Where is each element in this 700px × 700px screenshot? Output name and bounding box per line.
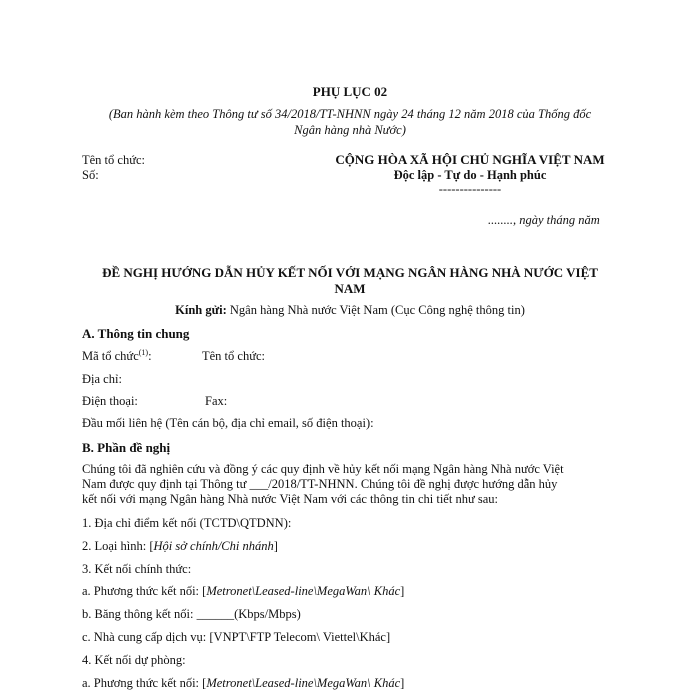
org-name-label: Tên tổ chức: (82, 153, 146, 167)
item-connection-point: 1. Địa chỉ điểm kết nối (TCTD\QTDNN): (82, 516, 292, 530)
item-backup-method (82, 676, 404, 691)
appendix-title: PHỤ LỤC 02 (312, 84, 388, 99)
org-code-colon: : (148, 349, 152, 363)
org-code-label: Mã tổ chức (82, 349, 139, 363)
item-backup-connection: 4. Kết nối dự phòng: (82, 653, 186, 667)
org-code-footnote: (1) (138, 347, 149, 357)
request-paragraph-line2: Nam được quy định tại Thông tư ___/2018/TT-NHNN. Chúng tôi đề nghị được hướng dẫn hủy (82, 477, 558, 491)
section-b-heading: B. Phần đề nghị (82, 440, 171, 455)
address-label: Địa chỉ: (82, 372, 122, 386)
date-line: ........, ngày tháng năm (488, 213, 600, 227)
item-primary-method (82, 584, 404, 599)
primary-method-suffix: ] (400, 584, 405, 598)
item-type-value: Hội sở chính/Chi nhánh (153, 539, 274, 553)
item-primary-connection: 3. Kết nối chính thức: (82, 562, 192, 576)
recipient-value: Ngân hàng Nhà nước Việt Nam (Cục Công nghệ thông tin) (226, 303, 525, 317)
item-primary-provider: c. Nhà cung cấp dịch vụ: [VNPT\FTP Telecom\ Viettel\Khác] (82, 630, 391, 644)
section-a-heading: A. Thông tin chung (82, 326, 190, 341)
country-name: CỘNG HÒA XÃ HỘI CHỦ NGHĨA VIỆT NAM (335, 152, 605, 167)
document-title-line2: NAM (334, 281, 366, 296)
section-a-org-name-label: Tên tổ chức: (202, 349, 266, 363)
org-code-line (82, 349, 152, 364)
document-title-line1: ĐỀ NGHỊ HƯỚNG DẪN HỦY KẾT NỐI VỚI MẠNG NGÂN HÀNG NHÀ NƯỚC VIỆT (102, 265, 598, 280)
item-type-prefix: 2. Loại hình: [ (82, 539, 154, 553)
backup-method-prefix: a. Phương thức kết nối: [ (82, 676, 207, 690)
contact-label: Đầu mối liên hệ (Tên cán bộ, địa chỉ email, số điện thoại): (82, 416, 374, 430)
item-type-suffix: ] (273, 539, 278, 553)
primary-method-value: Metronet\Leased-line\MegaWan\ Khác (206, 584, 401, 598)
appendix-subtitle-line2: Ngân hàng nhà Nước) (294, 123, 406, 137)
item-type (82, 539, 278, 554)
backup-method-value: Metronet\Leased-line\MegaWan\ Khác (206, 676, 401, 690)
primary-method-prefix: a. Phương thức kết nối: [ (82, 584, 207, 598)
phone-label: Điện thoại: (82, 394, 138, 408)
doc-number-label: Số: (82, 168, 99, 182)
backup-method-suffix: ] (400, 676, 405, 690)
request-paragraph-line1: Chúng tôi đã nghiên cứu và đồng ý các quy định về hủy kết nối mạng Ngân hàng Nhà nước Việt (82, 462, 564, 476)
item-primary-bandwidth: b. Băng thông kết nối: ______(Kbps/Mbps) (82, 607, 301, 621)
national-motto: Độc lập - Tự do - Hạnh phúc (393, 168, 547, 182)
recipient-label: Kính gửi: (175, 303, 227, 317)
request-paragraph-line3: kết nối với mạng Ngân hàng Nhà nước Việt Nam với các thông tin chi tiết như sau: (82, 492, 498, 506)
motto-divider: --------------- (438, 182, 502, 196)
fax-label: Fax: (205, 394, 228, 408)
appendix-subtitle-line1: (Ban hành kèm theo Thông tư số 34/2018/TT-NHNN ngày 24 tháng 12 năm 2018 của Thống đốc (108, 107, 592, 121)
recipient-line (0, 303, 700, 318)
